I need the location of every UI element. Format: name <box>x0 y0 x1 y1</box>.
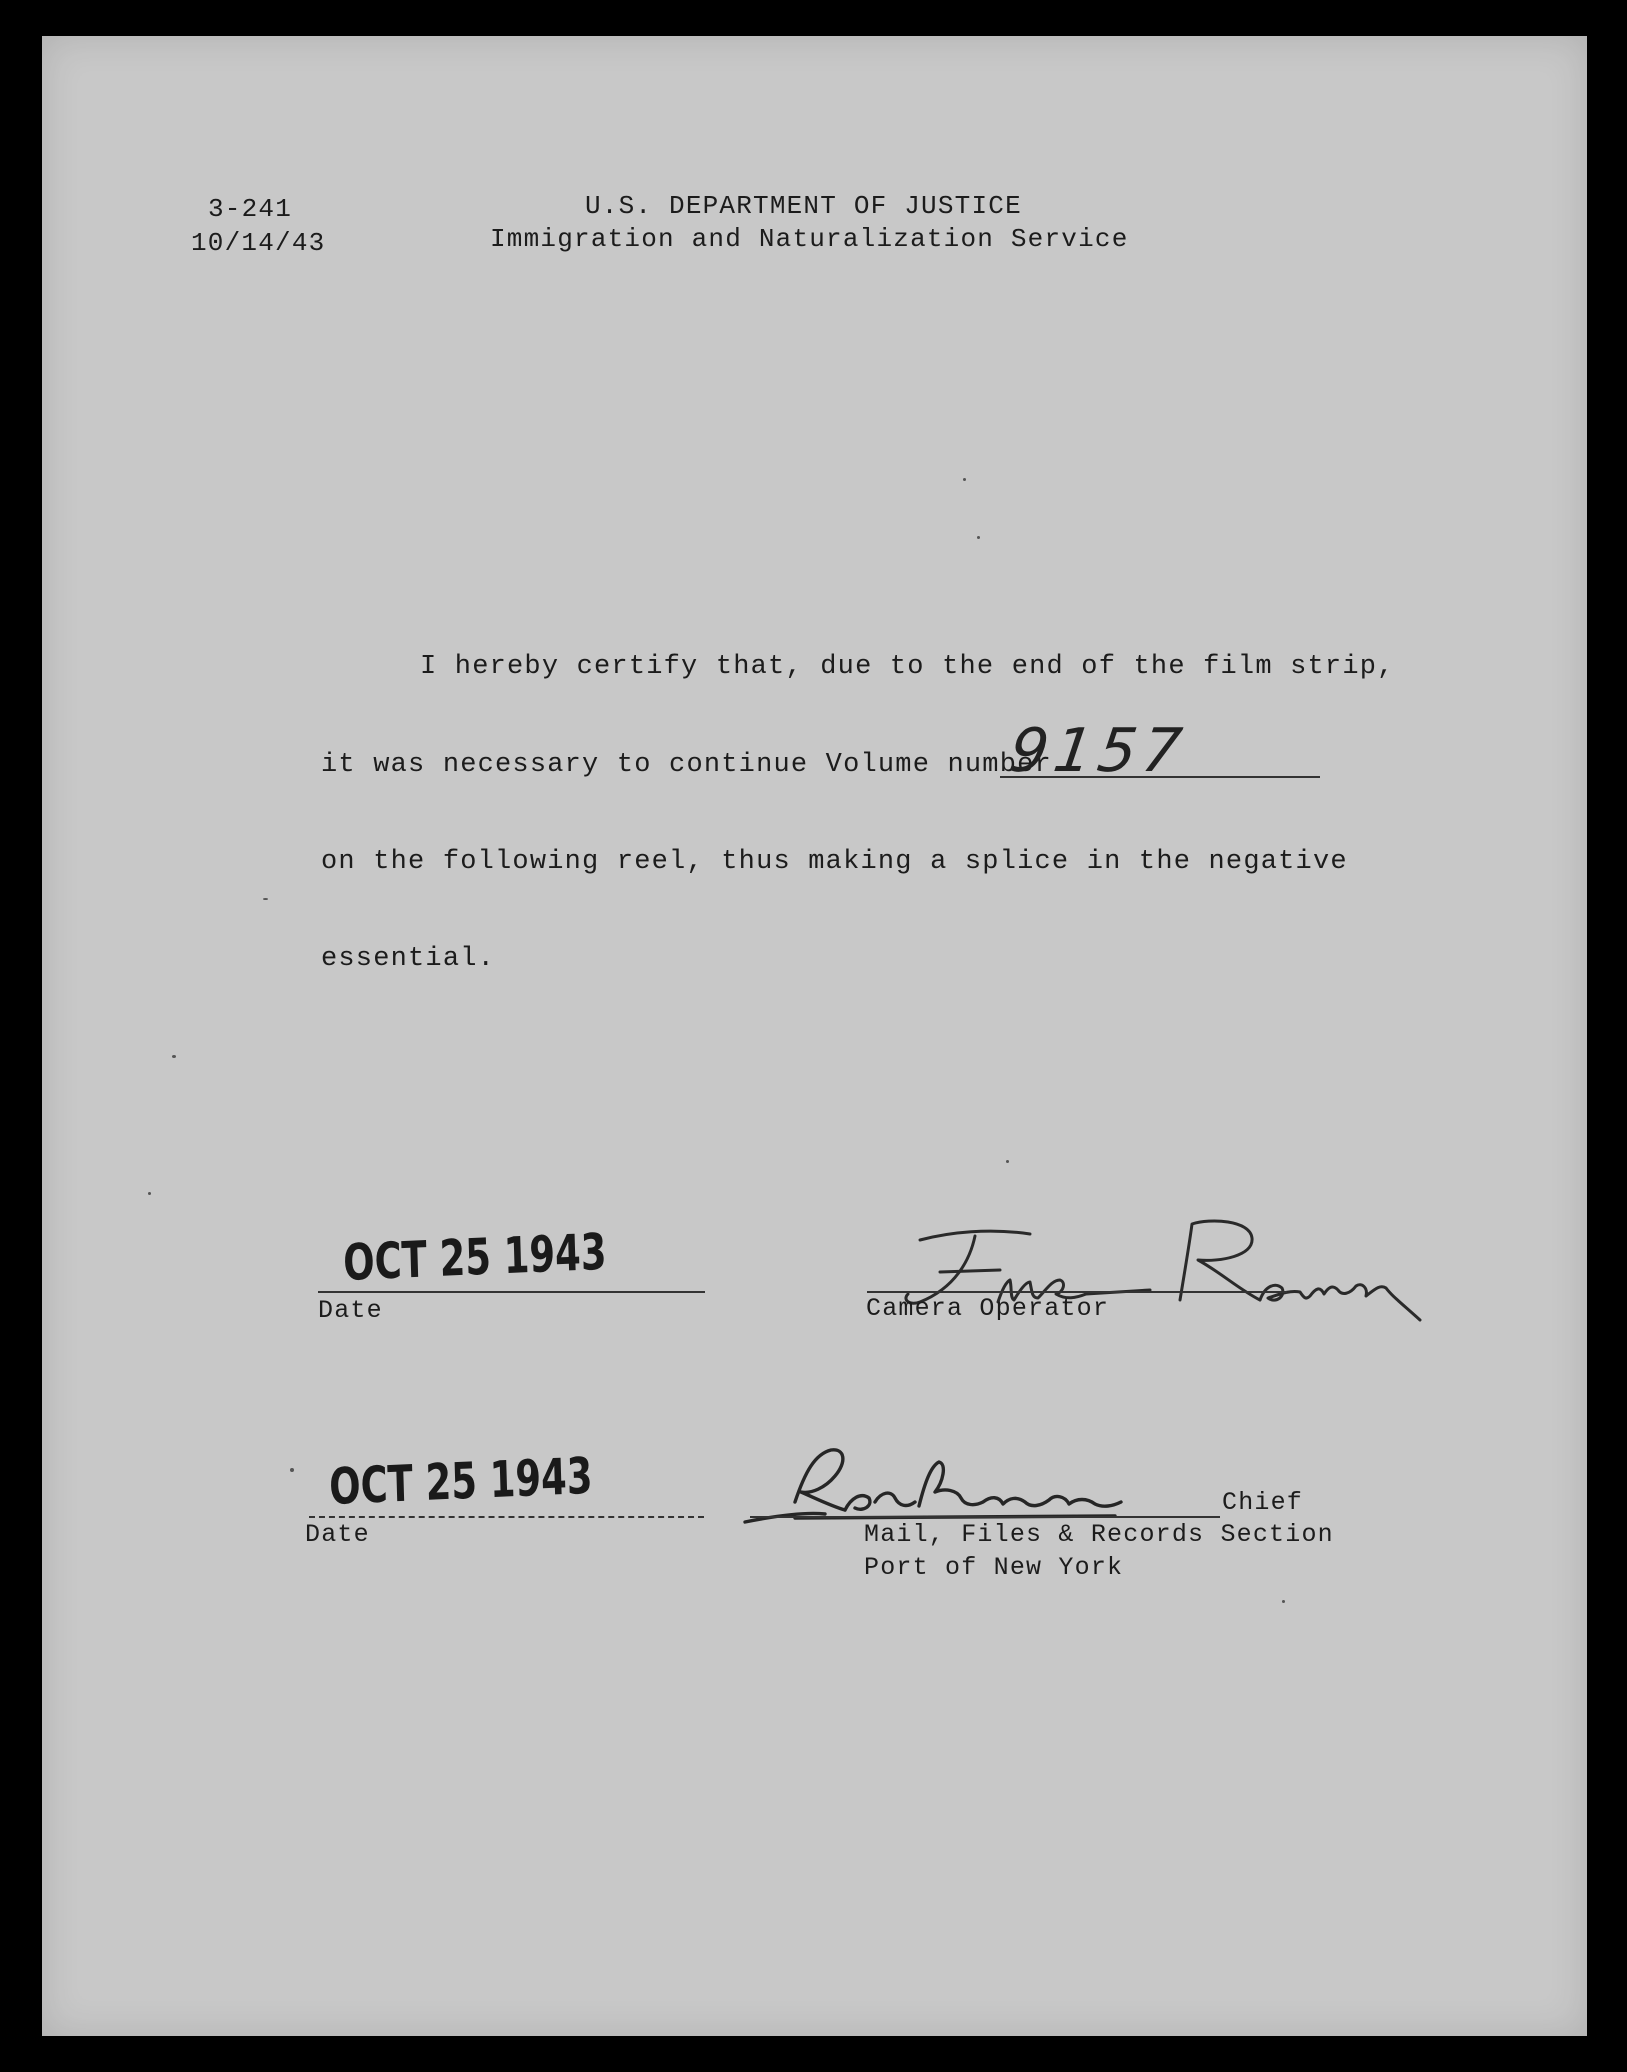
date-line-2 <box>309 1516 704 1518</box>
date-line-1 <box>318 1291 705 1293</box>
department-title: U.S. DEPARTMENT OF JUSTICE <box>585 191 1022 221</box>
certification-line-1: I hereby certify that, due to the end of the film strip, <box>420 652 1395 682</box>
date-label-2: Date <box>305 1520 370 1549</box>
certification-line-2: it was necessary to continue Volume number <box>321 750 1052 780</box>
service-title: Immigration and Naturalization Service <box>490 224 1129 254</box>
camera-operator-label: Camera Operator <box>866 1294 1110 1323</box>
certification-line-3: on the following reel, thus making a splice in the negative <box>321 847 1348 877</box>
date-stamp-1: OCT 25 1943 <box>342 1222 608 1292</box>
chief-title-label: Chief <box>1222 1488 1304 1517</box>
chief-signature-line <box>750 1516 1220 1518</box>
port-label: Port of New York <box>864 1553 1124 1582</box>
certification-line-4: essential. <box>321 944 496 974</box>
date-label-1: Date <box>318 1296 383 1325</box>
scan-speck <box>1282 1600 1285 1603</box>
date-stamp-2: OCT 25 1943 <box>328 1446 594 1516</box>
scan-speck <box>263 898 268 900</box>
scan-speck <box>963 478 966 481</box>
scan-speck <box>1006 1160 1009 1163</box>
scan-speck <box>977 536 980 539</box>
form-number: 3-241 <box>208 194 293 224</box>
document-page <box>42 36 1587 2036</box>
scan-speck <box>290 1468 294 1472</box>
volume-number-handwritten: 9157 <box>1005 716 1192 786</box>
scan-speck <box>148 1192 151 1195</box>
camera-operator-line <box>867 1291 1287 1293</box>
form-date: 10/14/43 <box>191 228 326 258</box>
section-label: Mail, Files & Records Section <box>864 1520 1334 1549</box>
scan-speck <box>172 1055 176 1058</box>
